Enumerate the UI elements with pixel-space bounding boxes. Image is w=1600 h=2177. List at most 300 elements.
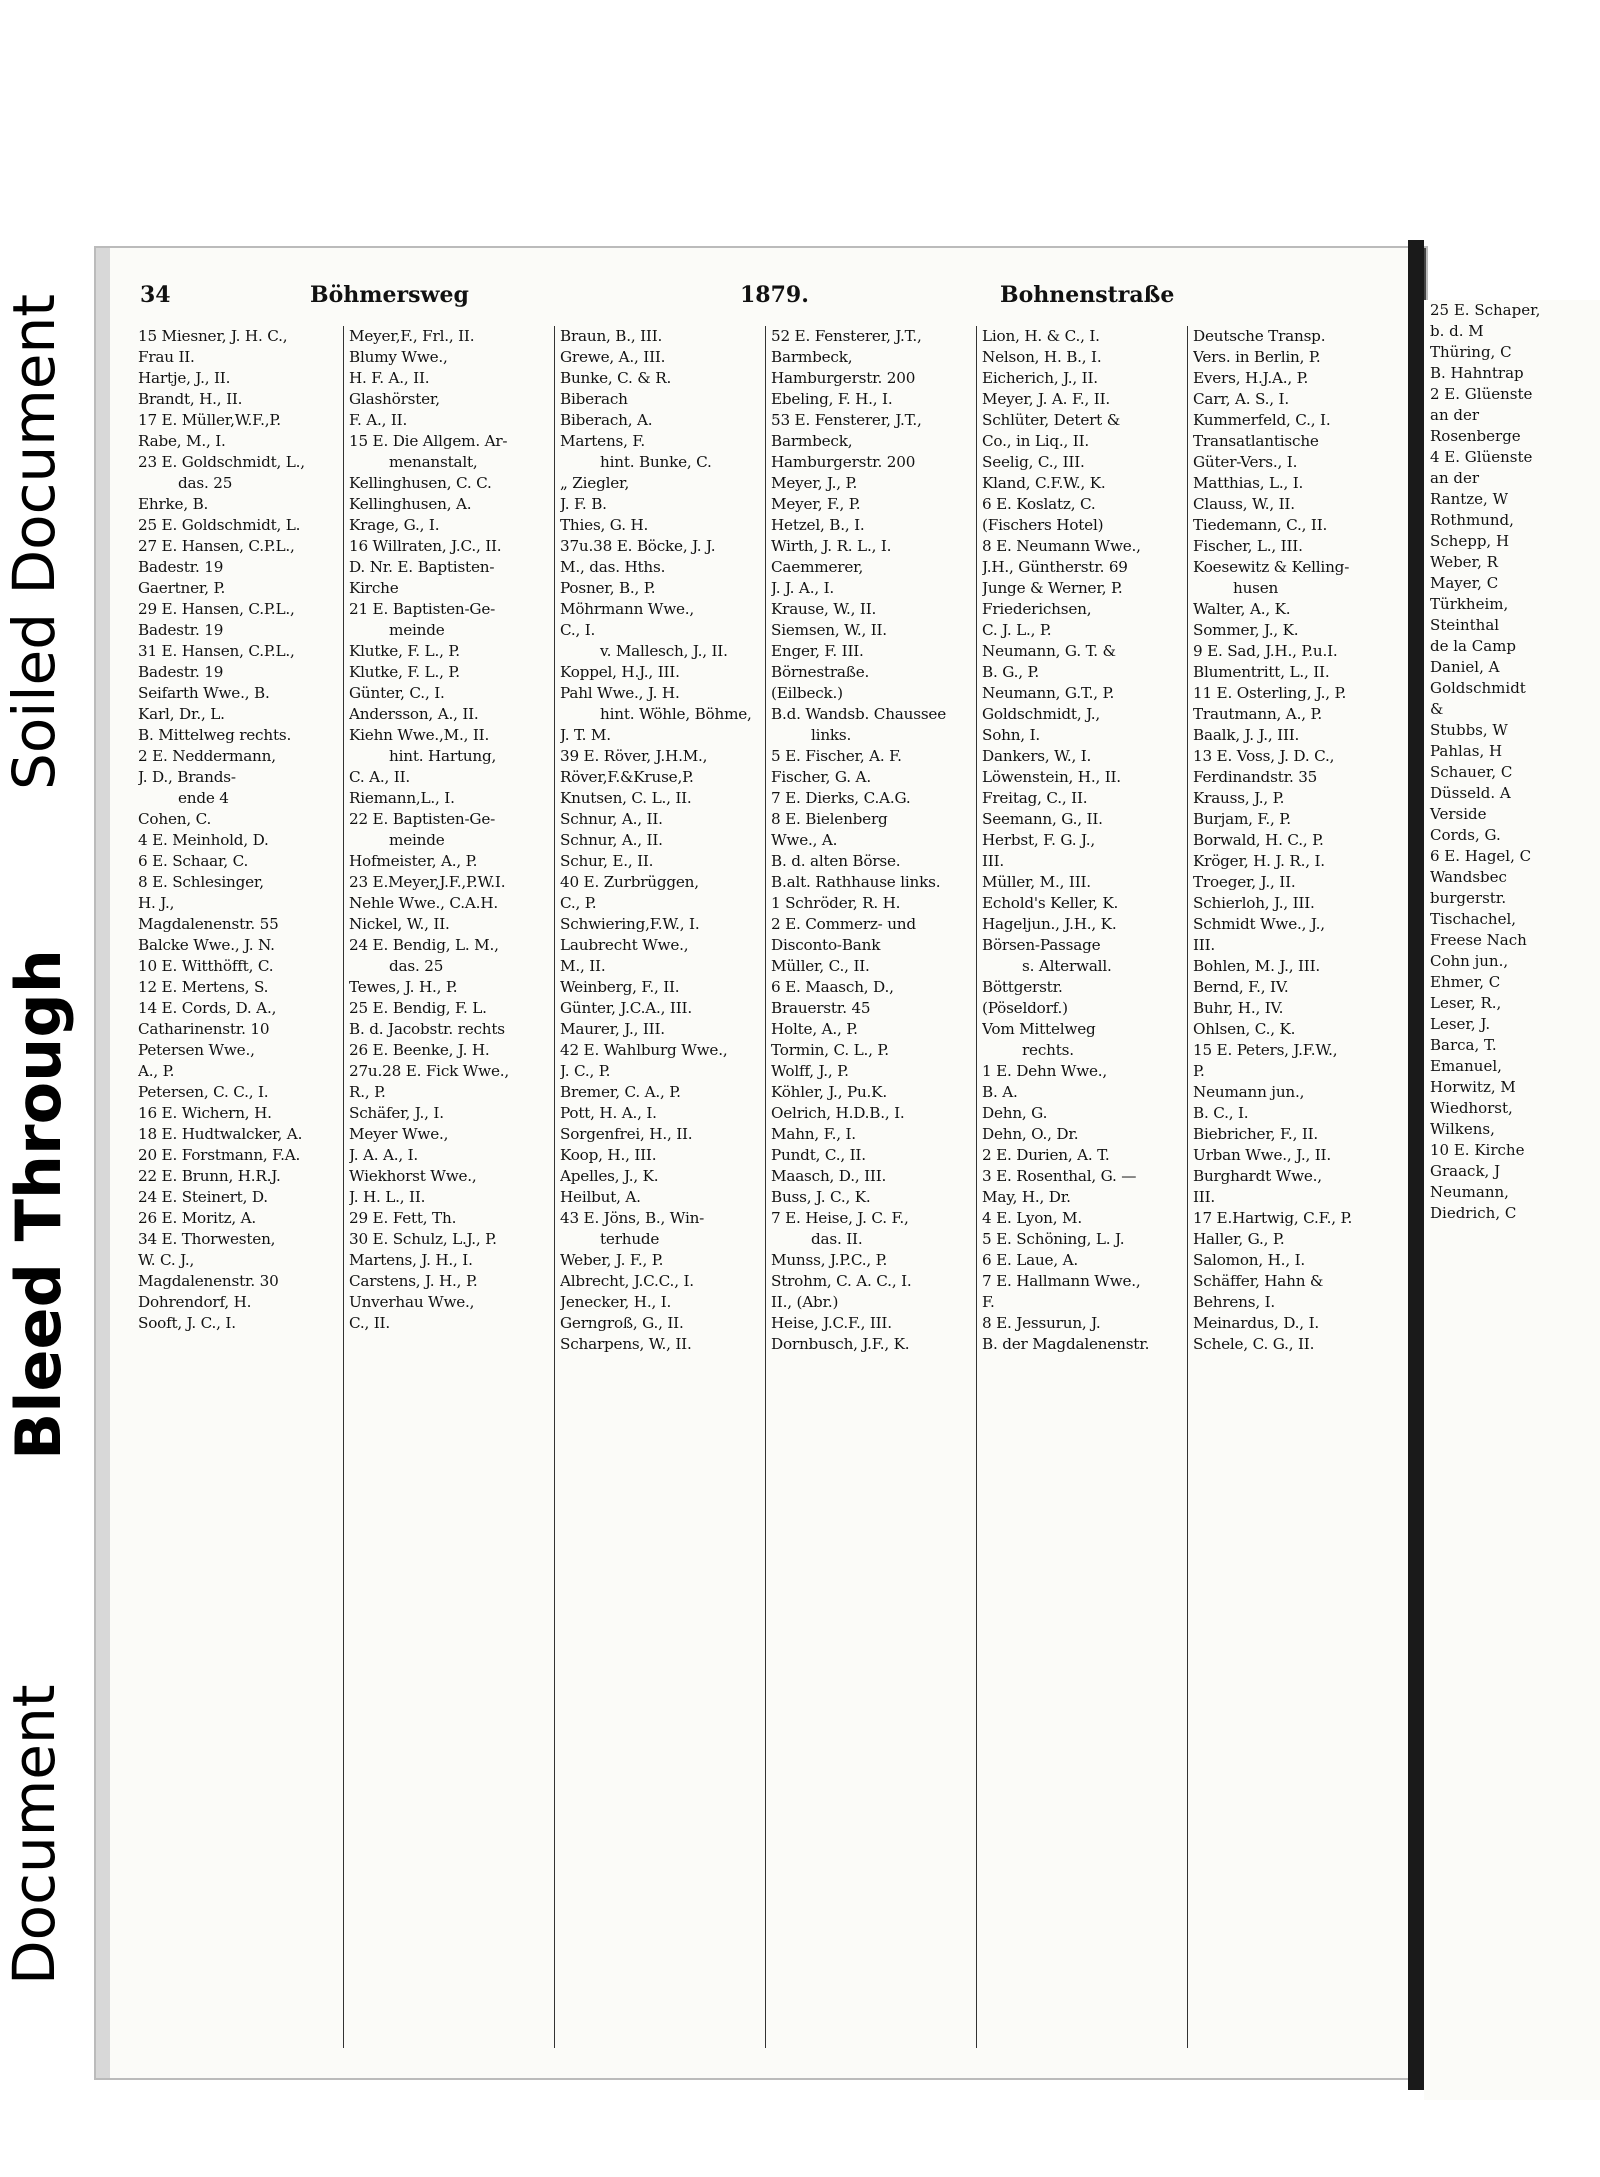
directory-entry: Meyer Wwe., [349,1125,449,1143]
directory-entry: Disconto-Bank [771,936,881,954]
directory-entry: Vom Mittelweg [982,1020,1096,1038]
directory-entry: Meyer, J., P. [771,474,858,492]
directory-entry: Mahn, F., I. [771,1125,856,1143]
directory-entry: 29 E. Fett, Th. [349,1209,457,1227]
directory-entry: Seemann, G., II. [982,810,1103,828]
directory-entry: B. Mittelweg rechts. [138,726,292,744]
directory-entry: Röver,F.&Kruse,P. [560,768,694,786]
next-page-entry: Leser, J. [1430,1015,1491,1033]
directory-entry: Goldschmidt, J., [982,705,1101,723]
directory-entry: M., das. Hths. [560,558,666,576]
directory-entry: 2 E. Durien, A. T. [982,1146,1110,1164]
next-page-entry: & [1430,700,1444,718]
directory-entry: links. [811,726,852,744]
directory-column [138,326,339,2048]
directory-entry: 8 E. Neumann Wwe., [982,537,1141,555]
directory-entry: Clauss, W., II. [1193,495,1295,513]
next-page-entry: Steinthal [1430,616,1500,634]
next-page-entry: 10 E. Kirche [1430,1141,1525,1159]
directory-entry: 5 E. Schöning, L. J. [982,1230,1125,1248]
directory-entry: 20 E. Forstmann, F.A. [138,1146,301,1164]
directory-entry: Ebeling, F. H., I. [771,390,893,408]
directory-entry: meinde [389,831,445,849]
directory-entry: Burjam, F., P. [1193,810,1291,828]
directory-column [1193,326,1394,2048]
directory-entry: Laubrecht Wwe., [560,936,689,954]
directory-entry: Pott, H. A., I. [560,1104,657,1122]
directory-entry: Troeger, J., II. [1193,873,1296,891]
directory-entry: Koop, H., III. [560,1146,657,1164]
directory-entry: 40 E. Zurbrüggen, [560,873,699,891]
directory-entry: Buhr, H., IV. [1193,999,1284,1017]
next-page-entry: Cords, G. [1430,826,1501,844]
directory-entry: Baalk, J. J., III. [1193,726,1300,744]
directory-entry: Barmbeck, [771,432,853,450]
directory-entry: 10 E. Witthöfft, C. [138,957,274,975]
directory-entry: C., II. [349,1314,390,1332]
directory-entry: Riemann,L., I. [349,789,455,807]
next-page-entry: Leser, R., [1430,994,1502,1012]
column-divider [1187,326,1188,2048]
directory-entry: III. [982,852,1005,870]
directory-entry: B. d. Jacobstr. rechts [349,1020,505,1038]
directory-entry: Gerngroß, G., II. [560,1314,684,1332]
directory-entry: Tiedemann, C., II. [1193,516,1328,534]
directory-entry: Freitag, C., II. [982,789,1088,807]
directory-entry: 9 E. Sad, J.H., P.u.I. [1193,642,1338,660]
directory-entry: Magdalenenstr. 55 [138,915,279,933]
directory-entry: Wwe., A. [771,831,838,849]
directory-entry: Badestr. 19 [138,621,224,639]
directory-entry: Günter, C., I. [349,684,445,702]
next-page-entry: burgerstr. [1430,889,1507,907]
next-page-entry: Rosenberge [1430,427,1521,445]
directory-entry: Sooft, J. C., I. [138,1314,236,1332]
directory-entry: Kellinghusen, C. C. [349,474,492,492]
directory-entry: Kirche [349,579,399,597]
next-page-entry: Wiedhorst, [1430,1099,1513,1117]
directory-entry: Petersen Wwe., [138,1041,255,1059]
directory-entry: Bremer, C. A., P. [560,1083,681,1101]
directory-entry: J. A. A., I. [349,1146,419,1164]
next-page-entry: Thüring, C [1430,343,1512,361]
directory-entry: Andersson, A., II. [349,705,479,723]
directory-entry: 15 E. Peters, J.F.W., [1193,1041,1338,1059]
directory-entry: 16 E. Wichern, H. [138,1104,272,1122]
next-page-entry: B. Hahntrap [1430,364,1524,382]
directory-entry: 7 E. Dierks, C.A.G. [771,789,911,807]
directory-entry: Neumann, G.T., P. [982,684,1115,702]
directory-entry: Balcke Wwe., J. N. [138,936,275,954]
directory-entry: Blumentritt, L., II. [1193,663,1330,681]
directory-entry: Frau II. [138,348,195,366]
directory-entry: J. C., P. [560,1062,611,1080]
directory-entry: III. [1193,1188,1216,1206]
directory-entry: husen [1233,579,1279,597]
directory-entry: Deutsche Transp. [1193,327,1326,345]
directory-entry: Carr, A. S., I. [1193,390,1289,408]
directory-entry: Apelles, J., K. [560,1167,659,1185]
directory-entry: Glashörster, [349,390,440,408]
directory-entry: 13 E. Voss, J. D. C., [1193,747,1335,765]
directory-entry: B.d. Wandsb. Chaussee [771,705,946,723]
directory-entry: Kiehn Wwe.,M., II. [349,726,490,744]
next-page-entry: Goldschmidt [1430,679,1526,697]
directory-entry: 6 E. Koslatz, C. [982,495,1096,513]
directory-entry: rechts. [1022,1041,1074,1059]
directory-entry: Co., in Liq., II. [982,432,1090,450]
directory-entry: Möhrmann Wwe., [560,600,695,618]
directory-entry: Schwiering,F.W., I. [560,915,700,933]
directory-entry: Badestr. 19 [138,558,224,576]
directory-columns [134,326,1410,2048]
directory-entry: Haller, G., P. [1193,1230,1285,1248]
header-street-left: Böhmersweg [310,282,469,308]
directory-entry: Günter, J.C.A., III. [560,999,692,1017]
next-page-entry: Neumann, [1430,1183,1509,1201]
directory-entry: Badestr. 19 [138,663,224,681]
directory-entry: Fischer, L., III. [1193,537,1303,555]
directory-entry: H. F. A., II. [349,369,430,387]
directory-entry: Sohn, I. [982,726,1040,744]
directory-entry: Klutke, F. L., P. [349,642,460,660]
directory-entry: hint. Hartung, [389,747,497,765]
directory-entry: Müller, C., II. [771,957,870,975]
next-page-entry: Freese Nach [1430,931,1527,949]
directory-entry: Dehn, G. [982,1104,1048,1122]
next-page-entry: 25 E. Schaper, [1430,301,1541,319]
directory-entry: Borwald, H. C., P. [1193,831,1324,849]
directory-entry: Nickel, W., II. [349,915,450,933]
next-page-entry: 4 E. Glüenste [1430,448,1533,466]
next-page-entry: Rantze, W [1430,490,1509,508]
directory-entry: Dornbusch, J.F., K. [771,1335,910,1353]
directory-entry: J. F. B. [560,495,607,513]
directory-entry: das. 25 [178,474,233,492]
directory-entry: Junge & Werner, P. [982,579,1123,597]
directory-entry: menanstalt, [389,453,478,471]
directory-entry: Sorgenfrei, H., II. [560,1125,693,1143]
directory-entry: 18 E. Hudtwalcker, A. [138,1125,303,1143]
next-page-entry: 2 E. Glüenste [1430,385,1533,403]
directory-entry: Oelrich, H.D.B., I. [771,1104,905,1122]
directory-entry: Dohrendorf, H. [138,1293,252,1311]
directory-entry: 12 E. Mertens, S. [138,978,269,996]
directory-entry: Meyer, F., P. [771,495,861,513]
directory-entry: 15 Miesner, J. H. C., [138,327,288,345]
next-page-entry: Daniel, A [1430,658,1500,676]
directory-entry: 15 E. Die Allgem. Ar- [349,432,508,450]
directory-entry: 2 E. Commerz- und [771,915,916,933]
directory-entry: J.H., Güntherstr. 69 [982,558,1128,576]
directory-entry: 24 E. Steinert, D. [138,1188,268,1206]
directory-entry: Brandt, H., II. [138,390,243,408]
directory-entry: 52 E. Fensterer, J.T., [771,327,922,345]
directory-entry: 53 E. Fensterer, J.T., [771,411,922,429]
directory-entry: Biberach, A. [560,411,653,429]
directory-entry: 25 E. Bendig, F. L. [349,999,487,1017]
directory-entry: May, H., Dr. [982,1188,1071,1206]
directory-entry: Löwenstein, H., II. [982,768,1121,786]
directory-entry: Seelig, C., III. [982,453,1085,471]
next-page-entry: Verside [1430,805,1487,823]
directory-entry: Thies, G. H. [560,516,649,534]
directory-entry: Dankers, W., I. [982,747,1092,765]
directory-entry: Holte, A., P. [771,1020,858,1038]
page-header [140,282,1390,322]
directory-entry: Weinberg, F., II. [560,978,680,996]
next-page-entry: Schepp, H [1430,532,1510,550]
soiled-document-label: Soiled Document [0,294,68,790]
directory-entry: Pundt, C., II. [771,1146,866,1164]
directory-entry: 11 E. Osterling, J., P. [1193,684,1347,702]
directory-entry: Börsen-Passage [982,936,1101,954]
directory-entry: B. d. alten Börse. [771,852,901,870]
next-page-entry: Ehmer, C [1430,973,1501,991]
directory-entry: Brauerstr. 45 [771,999,871,1017]
directory-entry: Evers, H.J.A., P. [1193,369,1309,387]
directory-entry: hint. Bunke, C. [600,453,712,471]
page-number: 34 [140,282,171,308]
directory-entry: Köhler, J., Pu.K. [771,1083,887,1101]
directory-entry: Weber, J. F., P. [560,1251,664,1269]
directory-entry: Posner, B., P. [560,579,656,597]
directory-entry: Wolff, J., P. [771,1062,849,1080]
directory-entry: Albrecht, J.C.C., I. [560,1272,694,1290]
directory-entry: (Pöseldorf.) [982,999,1068,1017]
next-page-entry: Wandsbec [1430,868,1507,886]
directory-entry: Schierloh, J., III. [1193,894,1315,912]
directory-entry: 37u.38 E. Böcke, J. J. [560,537,716,555]
next-page-entry: Tischachel, [1430,910,1517,928]
directory-entry: Kellinghusen, A. [349,495,472,513]
directory-entry: Hofmeister, A., P. [349,852,478,870]
directory-entry: Neumann, G. T. & [982,642,1116,660]
next-page-entry: de la Camp [1430,637,1517,655]
directory-entry: 17 E. Müller,W.F.,P. [138,411,281,429]
directory-entry: Matthias, L., I. [1193,474,1304,492]
directory-entry: B. C., I. [1193,1104,1249,1122]
directory-entry: Kummerfeld, C., I. [1193,411,1331,429]
directory-entry: Unverhau Wwe., [349,1293,475,1311]
next-page-entry: Diedrich, C [1430,1204,1517,1222]
directory-entry: Schele, C. G., II. [1193,1335,1315,1353]
directory-entry: Koesewitz & Kelling- [1193,558,1350,576]
directory-entry: 22 E. Baptisten-Ge- [349,810,496,828]
directory-entry: v. Mallesch, J., II. [600,642,728,660]
directory-entry: 22 E. Brunn, H.R.J. [138,1167,281,1185]
directory-entry: Nelson, H. B., I. [982,348,1102,366]
bleed-through-label: Bleed Through [2,949,75,1460]
directory-entry: Maasch, D., III. [771,1167,887,1185]
directory-entry: Neumann jun., [1193,1083,1305,1101]
directory-entry: 7 E. Heise, J. C. F., [771,1209,909,1227]
directory-entry: 8 E. Schlesinger, [138,873,264,891]
header-street-right: Bohnenstraße [1000,282,1175,308]
directory-column [349,326,550,2048]
directory-entry: Gaertner, P. [138,579,226,597]
directory-entry: 6 E. Laue, A. [982,1251,1078,1269]
next-page-entry: Weber, R [1430,553,1498,571]
directory-entry: W. C. J., [138,1251,195,1269]
directory-entry: Ohlsen, C., K. [1193,1020,1296,1038]
next-page-entry: Pahlas, H [1430,742,1503,760]
directory-entry: Rabe, M., I. [138,432,226,450]
directory-entry: 27 E. Hansen, C.P.L., [138,537,295,555]
next-page-entry: Barca, T. [1430,1036,1497,1054]
next-page-entry: Emanuel, [1430,1057,1502,1075]
directory-entry: ende 4 [178,789,229,807]
directory-entry: B. der Magdalenenstr. [982,1335,1150,1353]
directory-entry: C., I. [560,621,596,639]
directory-entry: J. J. A., I. [771,579,835,597]
directory-entry: „ Ziegler, [560,474,630,492]
directory-entry: Tormin, C. L., P. [771,1041,889,1059]
directory-entry: M., II. [560,957,606,975]
directory-entry: Barmbeck, [771,348,853,366]
next-page-entry: Graack, J [1430,1162,1501,1180]
directory-entry: P. [1193,1062,1205,1080]
directory-entry: das. 25 [389,957,444,975]
directory-entry: Meyer,F., Frl., II. [349,327,475,345]
directory-entry: Krauss, J., P. [1193,789,1285,807]
directory-entry: 6 E. Maasch, D., [771,978,894,996]
directory-entry: R., P. [349,1083,386,1101]
directory-entry: Müller, M., III. [982,873,1091,891]
directory-entry: Burghardt Wwe., [1193,1167,1322,1185]
directory-entry: Krause, W., II. [771,600,877,618]
directory-entry: Kland, C.F.W., K. [982,474,1106,492]
column-divider [554,326,555,2048]
directory-entry: Herbst, F. G. J., [982,831,1096,849]
directory-entry: F. [982,1293,995,1311]
directory-entry: Karl, Dr., L. [138,705,225,723]
next-page-entry: Stubbs, W [1430,721,1508,739]
directory-entry: Meyer, J. A. F., II. [982,390,1111,408]
directory-entry: 42 E. Wahlburg Wwe., [560,1041,728,1059]
directory-entry: Dehn, O., Dr. [982,1125,1079,1143]
directory-entry: Trautmann, A., P. [1193,705,1323,723]
directory-entry: Martens, F. [560,432,645,450]
directory-entry: Biebricher, F., II. [1193,1125,1319,1143]
column-divider [765,326,766,2048]
directory-entry: F. A., II. [349,411,408,429]
directory-entry: Magdalenenstr. 30 [138,1272,279,1290]
directory-entry: Strohm, C. A. C., I. [771,1272,912,1290]
directory-entry: B. G., P. [982,663,1040,681]
directory-entry: terhude [600,1230,660,1248]
directory-entry: 14 E. Cords, D. A., [138,999,277,1017]
next-page-entry: Düsseld. A [1430,784,1511,802]
directory-entry: 31 E. Hansen, C.P.L., [138,642,295,660]
directory-entry: 34 E. Thorwesten, [138,1230,276,1248]
directory-entry: Hamburgerstr. 200 [771,369,916,387]
directory-entry: 43 E. Jöns, B., Win- [560,1209,705,1227]
directory-entry: B. A. [982,1083,1018,1101]
directory-entry: Friederichsen, [982,600,1092,618]
next-page-entry: b. d. M [1430,322,1484,340]
directory-entry: Koppel, H.J., III. [560,663,680,681]
directory-entry: Carstens, J. H., P. [349,1272,478,1290]
directory-entry: Hartje, J., II. [138,369,231,387]
next-page-entry: an der [1430,406,1480,424]
directory-entry: Bernd, F., IV. [1193,978,1289,996]
next-page-entry: Türkheim, [1430,595,1509,613]
directory-entry: Schäfer, J., I. [349,1104,444,1122]
directory-entry: Heilbut, A. [560,1188,641,1206]
directory-entry: 1 Schröder, R. H. [771,894,901,912]
directory-entry: Lion, H. & C., I. [982,327,1100,345]
header-year: 1879. [740,282,809,308]
directory-column [771,326,972,2048]
directory-entry: 23 E. Goldschmidt, L., [138,453,305,471]
directory-entry: Güter-Vers., I. [1193,453,1298,471]
directory-entry: Knutsen, C. L., II. [560,789,692,807]
directory-entry: Blumy Wwe., [349,348,448,366]
directory-entry: 39 E. Röver, J.H.M., [560,747,708,765]
directory-entry: Salomon, H., I. [1193,1251,1305,1269]
next-page-entry: Mayer, C [1430,574,1499,592]
directory-entry: Böttgerstr. [982,978,1063,996]
column-divider [343,326,344,2048]
directory-entry: Fischer, G. A. [771,768,871,786]
directory-entry: Börnestraße. [771,663,870,681]
directory-entry: Seifarth Wwe., B. [138,684,270,702]
directory-entry: Pahl Wwe., J. H. [560,684,680,702]
directory-entry: 24 E. Bendig, L. M., [349,936,499,954]
directory-entry: 3 E. Rosenthal, G. — [982,1167,1137,1185]
directory-entry: J. T. M. [560,726,611,744]
directory-entry: 5 E. Fischer, A. F. [771,747,902,765]
directory-entry: Ferdinandstr. 35 [1193,768,1318,786]
directory-entry: (Eilbeck.) [771,684,843,702]
directory-entry: das. II. [811,1230,863,1248]
directory-entry: 7 E. Hallmann Wwe., [982,1272,1141,1290]
directory-entry: Vers. in Berlin, P. [1193,348,1321,366]
directory-entry: Grewe, A., III. [560,348,666,366]
directory-entry: Maurer, J., III. [560,1020,665,1038]
directory-entry: Jenecker, H., I. [560,1293,672,1311]
directory-entry: Transatlantische [1193,432,1319,450]
directory-entry: 17 E.Hartwig, C.F., P. [1193,1209,1353,1227]
directory-entry: Braun, B., III. [560,327,663,345]
directory-entry: Scharpens, W., II. [560,1335,692,1353]
directory-entry: Schnur, A., II. [560,831,663,849]
directory-entry: Sommer, J., K. [1193,621,1299,639]
directory-entry: Klutke, F. L., P. [349,663,460,681]
directory-entry: D. Nr. E. Baptisten- [349,558,495,576]
directory-entry: C. J. L., P. [982,621,1052,639]
directory-entry: s. Alterwall. [1022,957,1112,975]
directory-entry: Wiekhorst Wwe., [349,1167,477,1185]
directory-entry: J. D., Brands- [138,768,236,786]
directory-entry: meinde [389,621,445,639]
directory-entry: Schlüter, Detert & [982,411,1121,429]
directory-entry: Heise, J.C.F., III. [771,1314,892,1332]
directory-entry: Bunke, C. & R. [560,369,672,387]
directory-entry: H. J., [138,894,175,912]
directory-entry: 1 E. Dehn Wwe., [982,1062,1108,1080]
directory-entry: Cohen, C. [138,810,212,828]
directory-column [982,326,1183,2048]
directory-entry: Hageljun., J.H., K. [982,915,1117,933]
directory-entry: C., P. [560,894,597,912]
directory-entry: hint. Wöhle, Böhme, [600,705,752,723]
directory-entry: Hamburgerstr. 200 [771,453,916,471]
directory-entry: Kröger, H. J. R., I. [1193,852,1325,870]
next-page-entry: Cohn jun., [1430,952,1509,970]
document-label: Document [0,1684,68,1985]
